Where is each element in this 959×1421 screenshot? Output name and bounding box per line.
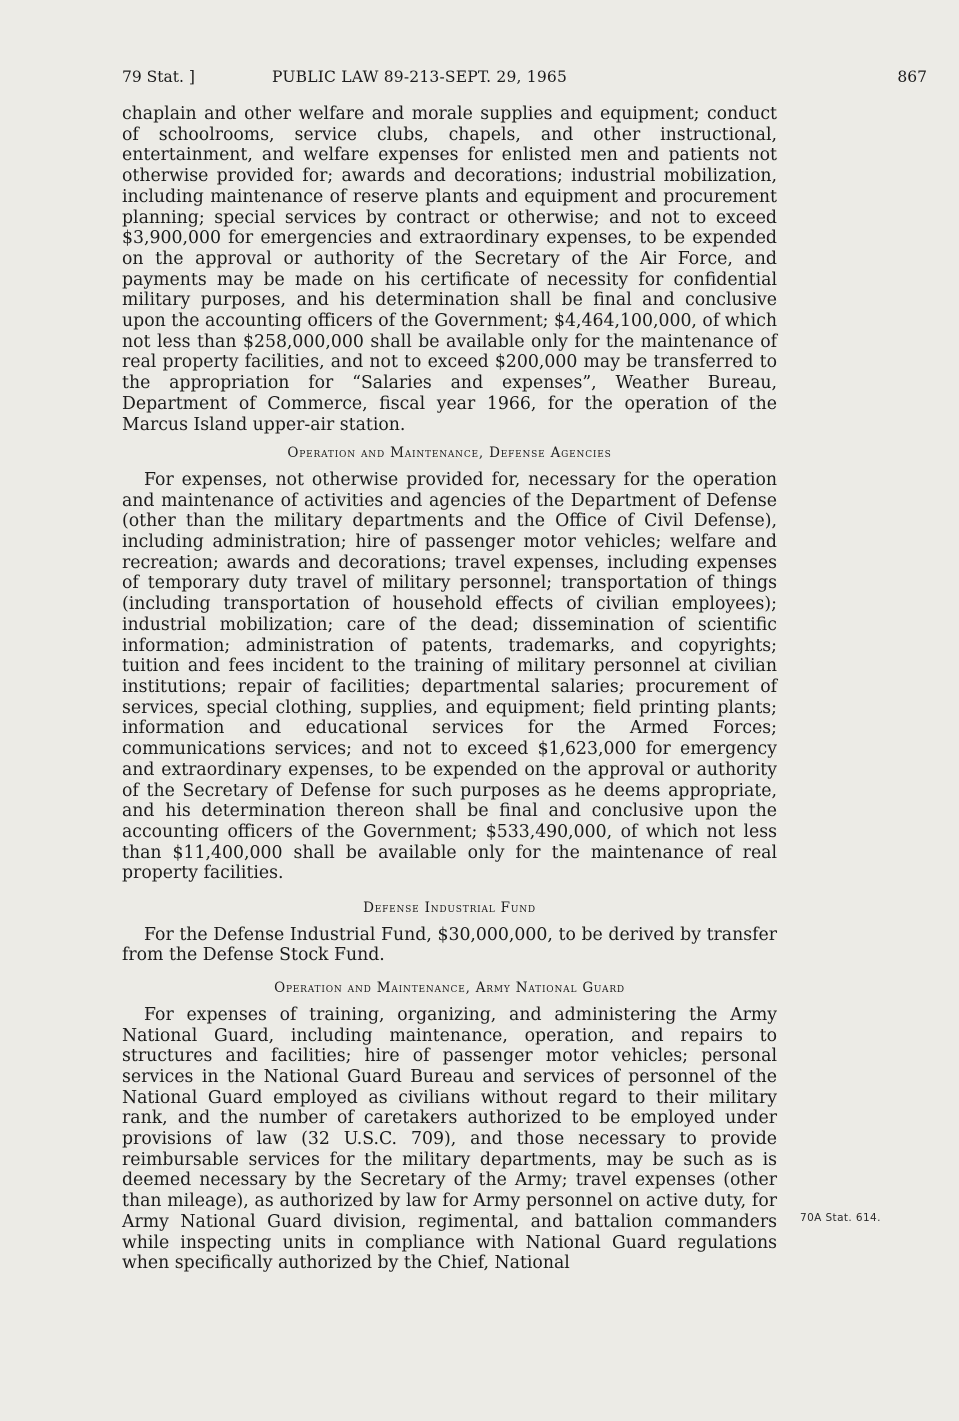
running-header: [122, 68, 927, 90]
page-number: 867: [897, 68, 927, 86]
paragraph-defense-agencies: For expenses, not otherwise provided for, necessary for the operation and maintenance of activities and agencies of the Department of Defense (other than the military departments and the Office of Civil Defense), including administration; hire of passenger motor vehicles; welfare and recreation; awards and decorations; travel expenses, including expenses of temporary duty travel of military personnel; transportation of things (including transportation of household effects of civilian employees); industrial mobilization; care of the dead; dissemination of scientific information; administration of patents, trademarks, and copyrights; tuition and fees incident to the training of military personnel at civilian institutions; repair of facilities; departmental salaries; procurement of services, special clothing, supplies, and equipment; field printing plants; information and educational services for the Armed Forces; communications services; and not to exceed $1,623,000 for emergency and extraordinary expenses, to be expended on the approval or authority of the Secretary of Defense for such purposes as he deems appropriate, and his determination thereon shall be final and conclusive upon the accounting officers of the Government; $533,490,000, of which not less than $11,400,000 shall be available only for the maintenance of real property facilities.: [122, 469, 777, 884]
margin-citation: 70A Stat. 614.: [800, 1212, 881, 1224]
paragraph-air-force-continuation: chaplain and other welfare and morale supplies and equipment; conduct of schoolrooms, service clubs, chapels, and other instructional, entertainment, and welfare expenses for enlisted men and patients not otherwise provided for; awards and decorations; industrial mobilization, including maintenance of reserve plants and equipment and procurement planning; special services by contract or otherwise; and not to exceed $3,900,000 for emergencies and extraordinary expenses, to be expended on the approval or authority of the Secretary of the Air Force, and payments may be made on his certificate of necessity for confidential military purposes, and his determination shall be final and conclusive upon the accounting officers of the Government; $4,464,100,000, of which not less than $258,000,000 shall be available only for the maintenance of real property facilities, and not to exceed $200,000 may be transferred to the appropriation for “Salaries and expenses”, Weather Bureau, Department of Commerce, fiscal year 1966, for the operation of the Marcus Island upper-air station.: [122, 104, 777, 435]
section-heading-army-national-guard: Operation and Maintenance, Army National Guard: [274, 980, 625, 997]
section-heading-defense-industrial-fund: Defense Industrial Fund: [363, 900, 536, 917]
document-body: [122, 104, 777, 1274]
paragraph-defense-industrial-fund: For the Defense Industrial Fund, $30,000,000, to be derived by transfer from the Defense Stock Fund.: [122, 924, 777, 966]
statute-volume: 79 Stat. ]: [122, 68, 195, 86]
paragraph-army-national-guard: For expenses of training, organizing, and administering the Army National Guard, including maintenance, operation, and repairs to structures and facilities; hire of passenger motor vehicles; personal services in the National Guard Bureau and services of personnel of the National Guard employed as civilians without regard to their military rank, and the number of caretakers authorized to be employed under provisions of law (32 U.S.C. 709), and those necessary to provide reimbursable services for the military departments, may be such as is deemed necessary by the Secretary of the Army; travel expenses (other than mileage), as authorized by law for Army personnel on active duty, for Army National Guard division, regimental, and battalion commanders while inspecting units in compliance with National Guard regulations when specifically authorized by the Chief, National: [122, 1004, 777, 1274]
section-heading-defense-agencies: Operation and Maintenance, Defense Agencies: [287, 445, 612, 462]
law-title: PUBLIC LAW 89-213-SEPT. 29, 1965: [272, 68, 568, 86]
